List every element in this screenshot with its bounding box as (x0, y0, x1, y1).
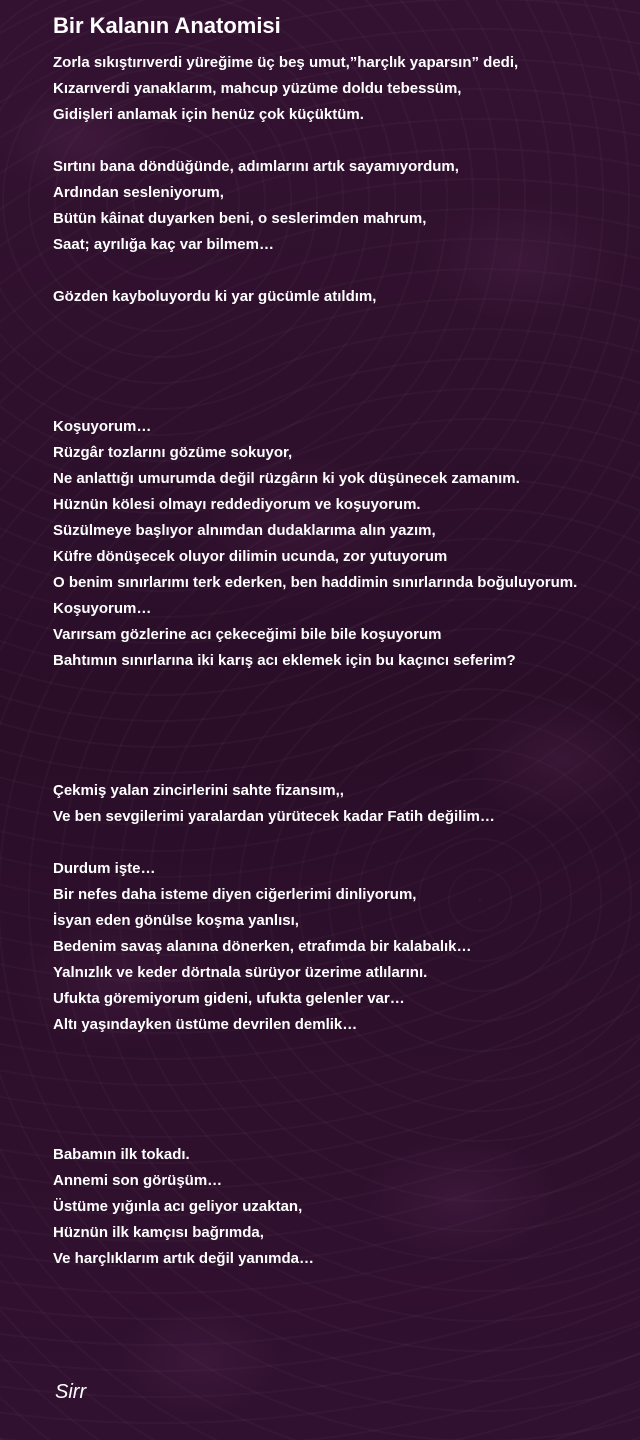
poem-blank-line (53, 674, 633, 700)
poem-line: Gidişleri anlamak için henüz çok küçüktüm. (53, 106, 364, 123)
poem-blank-line (53, 1116, 633, 1142)
poem-line: Sırtını bana döndüğünde, adımlarını artık sayamıyordum, (53, 158, 459, 175)
poem-blank-line (53, 1038, 633, 1064)
poem-line: Altı yaşındayken üstüme devrilen demlik… (53, 1016, 358, 1033)
poem-blank-line (53, 726, 633, 752)
poem-blank-line (53, 258, 633, 284)
poem-line: Hüznün kölesi olmayı reddediyorum ve koşuyorum. (53, 496, 421, 513)
poem-line: Ve ben sevgilerimi yaralardan yürütecek kadar Fatih değilim… (53, 808, 495, 825)
poem-blank-line (53, 362, 633, 388)
poem-blank-line (53, 310, 633, 336)
poem-line: Zorla sıkıştırıverdi yüreğime üç beş umut,”harçlık yaparsın” dedi, (53, 54, 519, 71)
poem-line: Varırsam gözlerine acı çekeceğimi bile bile koşuyorum (53, 626, 442, 643)
poem-blank-line (53, 336, 633, 362)
poem-blank-line (53, 700, 633, 726)
poem-line: Annemi son görüşüm… (53, 1172, 223, 1189)
poem-blank-line (53, 1090, 633, 1116)
poem-line: Ufukta göremiyorum gideni, ufukta gelenler var… (53, 990, 405, 1007)
poem-line: Bütün kâinat duyarken beni, o seslerimden mahrum, (53, 210, 427, 227)
poem-line: Ardından sesleniyorum, (53, 184, 224, 201)
poem-blank-line (53, 128, 633, 154)
author-signature: Sirr (55, 1381, 87, 1403)
poem-blank-line (53, 752, 633, 778)
poem-line: İsyan eden gönülse koşma yanlısı, (53, 912, 299, 929)
poem-line: Durdum işte… (53, 860, 156, 877)
poem-line: Koşuyorum… (53, 418, 152, 435)
poem-line: Ne anlattığı umurumda değil rüzgârın ki yok düşünecek zamanım. (53, 470, 520, 487)
poem-blank-line (53, 1064, 633, 1090)
poem-line: Bedenim savaş alanına dönerken, etrafımda bir kalabalık… (53, 938, 472, 955)
poem-line: Rüzgâr tozlarını gözüme sokuyor, (53, 444, 293, 461)
poem-line: Babamın ilk tokadı. (53, 1146, 190, 1163)
poem-line: Çekmiş yalan zincirlerini sahte fizansım,, (53, 782, 344, 799)
poem-line: Koşuyorum… (53, 600, 152, 617)
poem-line: Ve harçlıklarım artık değil yanımda… (53, 1250, 314, 1267)
poem-line: Üstüme yığınla acı geliyor uzaktan, (53, 1198, 303, 1215)
poem-blank-line (53, 388, 633, 414)
poem-blank-line (53, 830, 633, 856)
poem-line: Bir nefes daha isteme diyen ciğerlerimi dinliyorum, (53, 886, 417, 903)
poem-title: Bir Kalanın Anatomisi (53, 13, 281, 38)
poem-line: Gözden kayboluyordu ki yar gücümle atıldım, (53, 288, 377, 305)
poem-line: Yalnızlık ve keder dörtnala sürüyor üzerime atlılarını. (53, 964, 428, 981)
poem-line: Bahtımın sınırlarına iki karış acı eklemek için bu kaçıncı seferim? (53, 652, 516, 669)
poem-line: Süzülmeye başlıyor alnımdan dudaklarıma alın yazım, (53, 522, 436, 539)
poem-line: Kızarıverdi yanaklarım, mahcup yüzüme doldu tebessüm, (53, 80, 462, 97)
poem-line: Saat; ayrılığa kaç var bilmem… (53, 236, 274, 253)
poem-line: O benim sınırlarımı terk ederken, ben haddimin sınırlarında boğuluyorum. (53, 574, 578, 591)
poem-line: Küfre dönüşecek oluyor dilimin ucunda, zor yutuyorum (53, 548, 448, 565)
poem-body (53, 50, 633, 1272)
poem-line: Hüznün ilk kamçısı bağrımda, (53, 1224, 264, 1241)
